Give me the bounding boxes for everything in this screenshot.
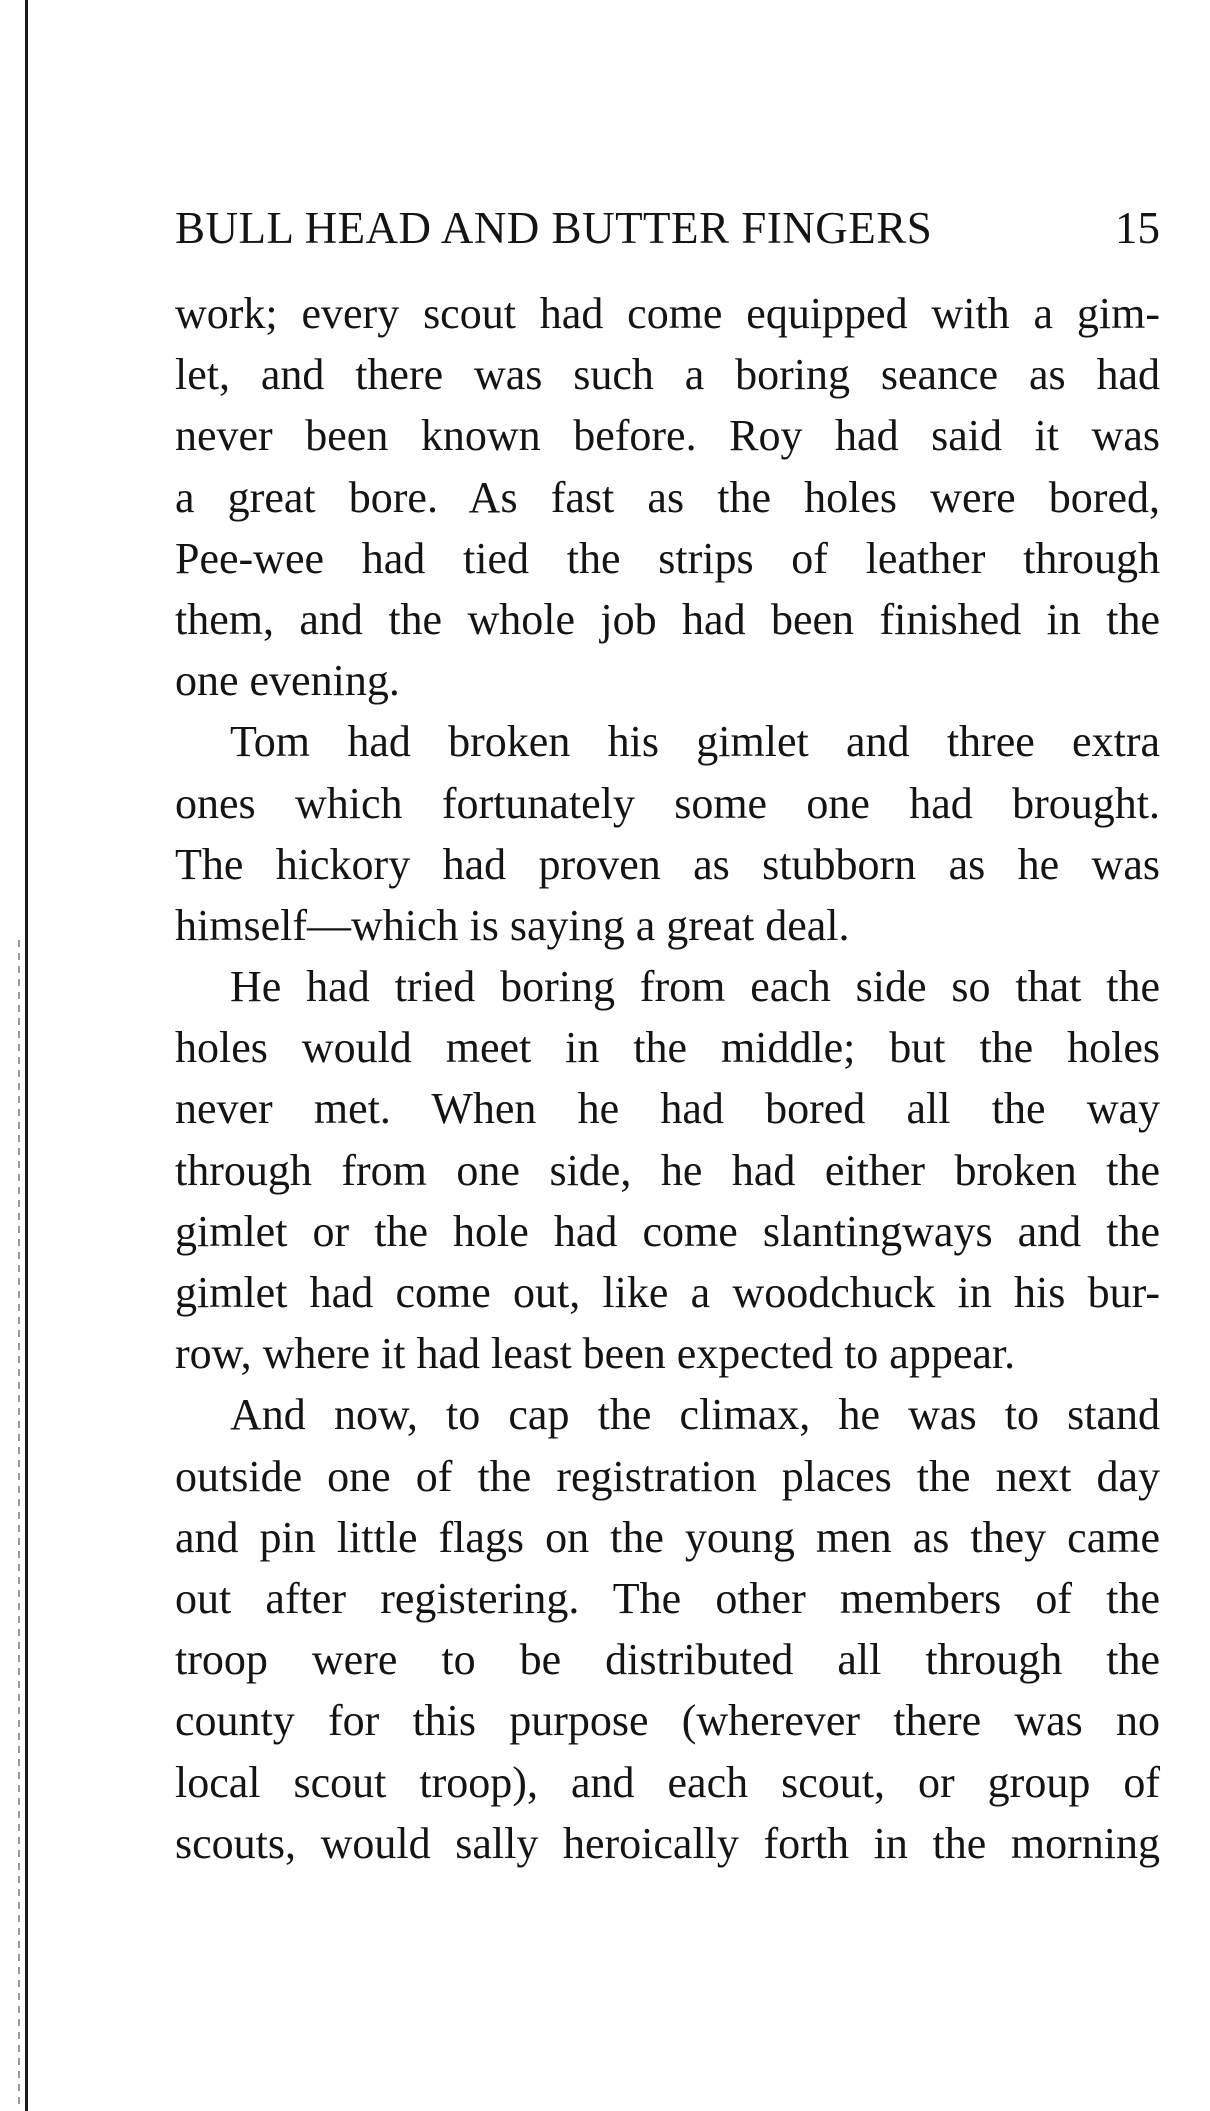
text-line: outside one of the registration places the next day — [175, 1451, 1160, 1501]
text-line: gimlet had come out, like a woodchuck in his bur- — [175, 1268, 1160, 1317]
text-line: county for this purpose (wherever there was no — [175, 1696, 1160, 1746]
text-line: gimlet or the hole had come slantingways and the — [175, 1206, 1160, 1256]
text-line: Tom had broken his gimlet and three extra — [230, 717, 1160, 767]
page-binding-edge — [25, 0, 28, 2111]
paragraph — [175, 283, 1160, 711]
text-line: let, and there was such a boring seance as had — [175, 350, 1160, 400]
text-line: one evening. — [175, 656, 400, 706]
text-line: a great bore. As fast as the holes were bored, — [175, 472, 1160, 522]
text-line: row, where it had least been expected to appear. — [175, 1329, 1016, 1379]
running-title: BULL HEAD AND BUTTER FINGERS — [175, 203, 933, 253]
text-line: them, and the whole job had been finished in the — [175, 594, 1160, 644]
text-line: local scout troop), and each scout, or group of — [175, 1757, 1160, 1807]
text-line: ones which fortunately some one had brought. — [175, 778, 1160, 828]
page-binding-shadow — [18, 940, 20, 2110]
text-line: troop were to be distributed all through the — [175, 1635, 1160, 1685]
text-line: out after registering. The other members of the — [175, 1573, 1160, 1623]
text-line: And now, to cap the climax, he was to stand — [230, 1390, 1160, 1440]
text-line: work; every scout had come equipped with a gim- — [175, 289, 1160, 338]
text-line: and pin little flags on the young men as they came — [175, 1512, 1160, 1562]
paragraph — [175, 956, 1160, 1384]
text-line: scouts, would sally heroically forth in the morning — [175, 1818, 1160, 1868]
body-text — [175, 283, 1160, 1874]
text-line: The hickory had proven as stubborn as he was — [175, 839, 1160, 889]
text-line: never met. When he had bored all the way — [175, 1084, 1160, 1134]
running-head — [175, 198, 1160, 258]
text-line: He had tried boring from each side so that the — [230, 962, 1160, 1012]
page-number: 15 — [1115, 203, 1160, 253]
text-line: holes would meet in the middle; but the holes — [175, 1023, 1160, 1073]
paragraph — [175, 1384, 1160, 1874]
text-line: never been known before. Roy had said it was — [175, 411, 1160, 461]
text-line: through from one side, he had either broken the — [175, 1145, 1160, 1195]
text-line: Pee-wee had tied the strips of leather through — [175, 533, 1160, 583]
paragraph — [175, 711, 1160, 956]
text-line: himself—which is saying a great deal. — [175, 900, 850, 950]
